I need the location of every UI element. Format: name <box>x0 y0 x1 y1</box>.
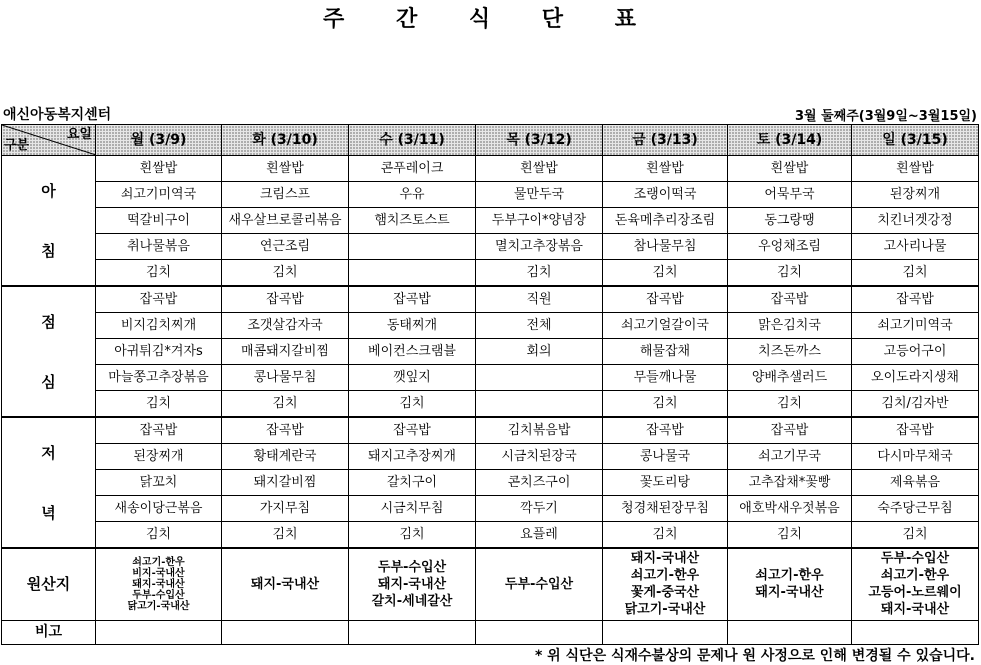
menu-item <box>349 260 476 287</box>
menu-item: 시금치무침 <box>349 496 476 522</box>
menu-item: 잡곡밥 <box>96 417 222 444</box>
remarks-cell <box>852 620 979 644</box>
menu-item: 김치 <box>852 522 979 549</box>
menu-item: 잡곡밥 <box>222 286 349 313</box>
menu-row <box>2 286 979 313</box>
menu-item: 흰쌀밥 <box>222 156 349 182</box>
menu-item: 김치 <box>96 260 222 287</box>
origin-cell <box>476 548 603 620</box>
menu-item: 김치 <box>349 522 476 549</box>
origin-line: 돼지-국내산 <box>250 576 320 592</box>
menu-item: 돼지고추장찌개 <box>349 444 476 470</box>
menu-item: 흰쌀밥 <box>96 156 222 182</box>
menu-item: 고추잡채*꽃빵 <box>728 470 852 496</box>
remarks-cell <box>728 620 852 644</box>
meal-label-top: 아 <box>41 181 56 200</box>
organization-name: 애신아동복지센터 <box>3 107 112 123</box>
menu-item: 취나물볶음 <box>96 234 222 260</box>
menu-item <box>476 365 603 391</box>
menu-item: 요플레 <box>476 522 603 549</box>
day-header: 월 (3/9) <box>96 125 222 156</box>
menu-item: 참나물무침 <box>603 234 728 260</box>
menu-row <box>2 313 979 339</box>
menu-row <box>2 234 979 260</box>
menu-item: 김치 <box>96 522 222 549</box>
meal-label-bottom: 심 <box>41 372 56 391</box>
day-header: 목 (3/12) <box>476 125 603 156</box>
menu-item <box>349 234 476 260</box>
menu-item: 김치 <box>603 522 728 549</box>
remarks-cell <box>476 620 603 644</box>
origin-line: 닭고기-국내산 <box>624 602 706 618</box>
origin-row <box>2 548 979 620</box>
menu-item: 돼지갈비찜 <box>222 470 349 496</box>
menu-item: 매콤돼지갈비찜 <box>222 339 349 365</box>
menu-item: 고사리나물 <box>852 234 979 260</box>
origin-line: 돼지-국내산 <box>755 585 824 601</box>
header-row <box>2 125 979 156</box>
menu-row <box>2 365 979 391</box>
origin-cell <box>852 548 979 620</box>
menu-item: 흰쌀밥 <box>728 156 852 182</box>
remarks-cell <box>96 620 222 644</box>
menu-item: 떡갈비구이 <box>96 208 222 234</box>
remarks-label: 비고 <box>2 620 96 644</box>
meal-label <box>2 286 96 417</box>
week-period: 3월 둘째주(3월9일~3월15일) <box>794 109 977 124</box>
menu-item: 콩나물국 <box>603 444 728 470</box>
origin-line: 쇠고기-한우 <box>132 556 185 568</box>
menu-row <box>2 522 979 549</box>
menu-item: 돈육메추리장조림 <box>603 208 728 234</box>
menu-row <box>2 156 979 182</box>
menu-row <box>2 444 979 470</box>
menu-row <box>2 417 979 444</box>
menu-item: 콘푸레이크 <box>349 156 476 182</box>
menu-item: 김치 <box>96 391 222 418</box>
menu-item: 오이도라지생채 <box>852 365 979 391</box>
menu-item: 물만두국 <box>476 182 603 208</box>
menu-row <box>2 339 979 365</box>
menu-item: 가지무침 <box>222 496 349 522</box>
menu-table <box>1 124 979 645</box>
menu-item: 직원 <box>476 286 603 313</box>
menu-item: 연근조림 <box>222 234 349 260</box>
menu-item: 황태계란국 <box>222 444 349 470</box>
menu-item: 우유 <box>349 182 476 208</box>
origin-line: 쇠고기-한우 <box>880 568 950 584</box>
menu-item: 쇠고기얼갈이국 <box>603 313 728 339</box>
corner-label-category: 구분 <box>4 138 30 153</box>
menu-item: 우엉채조림 <box>728 234 852 260</box>
menu-item: 김치 <box>728 260 852 287</box>
menu-item: 닭꼬치 <box>96 470 222 496</box>
menu-item: 고등어구이 <box>852 339 979 365</box>
remarks-cell <box>349 620 476 644</box>
footnote: * 위 식단은 식재수불상의 문제나 원 사정으로 인해 변경될 수 있습니다. <box>534 648 975 664</box>
menu-item: 햄치즈토스트 <box>349 208 476 234</box>
menu-item: 마늘쫑고추장볶음 <box>96 365 222 391</box>
page-title: 주 간 식 단 표 <box>323 7 658 32</box>
menu-item: 잡곡밥 <box>603 417 728 444</box>
menu-item: 새송이당근볶음 <box>96 496 222 522</box>
corner-cell <box>2 125 96 156</box>
menu-item: 김치 <box>603 391 728 418</box>
origin-line: 돼지-국내산 <box>880 602 950 618</box>
meal-label <box>2 156 96 287</box>
menu-item: 맑은김치국 <box>728 313 852 339</box>
menu-item: 깍두기 <box>476 496 603 522</box>
origin-line: 두부-수입산 <box>132 589 185 601</box>
menu-item: 치킨너겟강정 <box>852 208 979 234</box>
origin-line: 돼지-국내산 <box>132 578 185 590</box>
remarks-cell <box>222 620 349 644</box>
day-header: 일 (3/15) <box>852 125 979 156</box>
menu-item: 콘치즈구이 <box>476 470 603 496</box>
menu-item: 흰쌀밥 <box>603 156 728 182</box>
origin-line: 돼지-국내산 <box>377 576 447 592</box>
menu-item: 잡곡밥 <box>728 417 852 444</box>
menu-item: 꽃도리탕 <box>603 470 728 496</box>
menu-item: 잡곡밥 <box>349 417 476 444</box>
menu-item: 잡곡밥 <box>852 417 979 444</box>
origin-cell <box>728 548 852 620</box>
menu-item: 김치 <box>476 260 603 287</box>
menu-item: 쇠고기미역국 <box>852 313 979 339</box>
day-header: 금 (3/13) <box>603 125 728 156</box>
menu-item: 김치 <box>728 522 852 549</box>
menu-item: 다시마무채국 <box>852 444 979 470</box>
menu-item: 크림스프 <box>222 182 349 208</box>
origin-cell <box>349 548 476 620</box>
origin-label: 원산지 <box>2 548 96 620</box>
menu-item: 애호박새우젓볶음 <box>728 496 852 522</box>
origin-cell <box>96 548 222 620</box>
corner-label-day: 요일 <box>66 127 92 142</box>
meal-label-bottom: 침 <box>41 241 56 260</box>
menu-item: 조갯살감자국 <box>222 313 349 339</box>
menu-row <box>2 260 979 287</box>
menu-row <box>2 208 979 234</box>
menu-row <box>2 470 979 496</box>
menu-item: 김치 <box>349 391 476 418</box>
menu-item: 잡곡밥 <box>96 286 222 313</box>
menu-item: 김치 <box>852 260 979 287</box>
menu-item <box>476 391 603 418</box>
day-header: 수 (3/11) <box>349 125 476 156</box>
menu-item: 새우살브로콜리볶음 <box>222 208 349 234</box>
origin-line: 비지-국내산 <box>132 567 185 579</box>
menu-item: 흰쌀밥 <box>852 156 979 182</box>
menu-item: 김치 <box>728 391 852 418</box>
menu-row <box>2 182 979 208</box>
menu-item: 깻잎지 <box>349 365 476 391</box>
menu-item: 어묵무국 <box>728 182 852 208</box>
origin-line: 쇠고기-한우 <box>630 568 700 584</box>
menu-item: 갈치구이 <box>349 470 476 496</box>
menu-item: 된장찌개 <box>852 182 979 208</box>
menu-item: 해물잡채 <box>603 339 728 365</box>
origin-line: 갈치-세네갈산 <box>371 593 453 609</box>
origin-cell <box>603 548 728 620</box>
menu-item: 회의 <box>476 339 603 365</box>
menu-item: 멸치고추장볶음 <box>476 234 603 260</box>
menu-item: 청경채된장무침 <box>603 496 728 522</box>
menu-item: 치즈돈까스 <box>728 339 852 365</box>
menu-item: 김치 <box>603 260 728 287</box>
meal-label-top: 점 <box>41 312 56 331</box>
origin-line: 꽃게-중국산 <box>630 585 700 601</box>
menu-item: 김치볶음밥 <box>476 417 603 444</box>
origin-line: 고등어-노르웨이 <box>868 585 962 601</box>
menu-item: 두부구이*양념장 <box>476 208 603 234</box>
origin-line: 닭고기-국내산 <box>127 600 190 612</box>
menu-item: 잡곡밥 <box>852 286 979 313</box>
origin-line: 쇠고기-한우 <box>755 568 824 584</box>
remarks-row <box>2 620 979 644</box>
menu-item: 잡곡밥 <box>222 417 349 444</box>
meal-label-bottom: 녁 <box>41 503 56 522</box>
day-header: 화 (3/10) <box>222 125 349 156</box>
origin-line: 두부-수입산 <box>880 551 950 567</box>
menu-row <box>2 496 979 522</box>
menu-item: 동태찌개 <box>349 313 476 339</box>
menu-item: 콩나물무침 <box>222 365 349 391</box>
menu-item: 숙주당근무침 <box>852 496 979 522</box>
menu-item: 쇠고기무국 <box>728 444 852 470</box>
menu-item: 잡곡밥 <box>728 286 852 313</box>
menu-item: 무들깨나물 <box>603 365 728 391</box>
menu-item: 김치/김자반 <box>852 391 979 418</box>
menu-item: 베이컨스크램블 <box>349 339 476 365</box>
menu-item: 된장찌개 <box>96 444 222 470</box>
menu-item: 전체 <box>476 313 603 339</box>
menu-item: 김치 <box>222 260 349 287</box>
menu-item: 제육볶음 <box>852 470 979 496</box>
menu-item: 조랭이떡국 <box>603 182 728 208</box>
remarks-cell <box>603 620 728 644</box>
origin-cell <box>222 548 349 620</box>
menu-item: 김치 <box>222 391 349 418</box>
origin-line: 두부-수입산 <box>377 559 447 575</box>
meal-label-top: 저 <box>41 443 56 462</box>
menu-item: 비지김치찌개 <box>96 313 222 339</box>
menu-item: 동그랑땡 <box>728 208 852 234</box>
day-header: 토 (3/14) <box>728 125 852 156</box>
menu-item: 김치 <box>222 522 349 549</box>
menu-row <box>2 391 979 418</box>
menu-item: 쇠고기미역국 <box>96 182 222 208</box>
menu-item: 흰쌀밥 <box>476 156 603 182</box>
origin-line: 두부-수입산 <box>504 576 574 592</box>
menu-item: 잡곡밥 <box>349 286 476 313</box>
menu-item: 시금치된장국 <box>476 444 603 470</box>
menu-item: 양배추샐러드 <box>728 365 852 391</box>
menu-item: 아귀튀김*겨자s <box>96 339 222 365</box>
origin-line: 돼지-국내산 <box>630 551 700 567</box>
menu-item: 잡곡밥 <box>603 286 728 313</box>
meal-label <box>2 417 96 548</box>
